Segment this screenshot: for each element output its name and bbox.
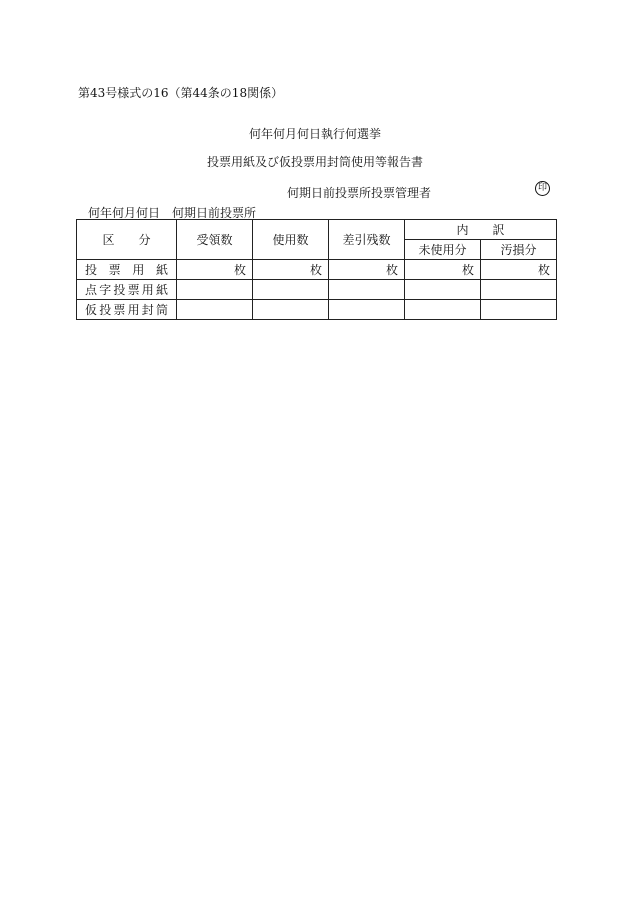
form-number: 第43号様式の16（第44条の18関係） xyxy=(78,86,284,100)
row-label: 仮投票用封筒 xyxy=(77,300,177,320)
cell-used xyxy=(253,300,329,320)
cell-received xyxy=(177,300,253,320)
cell-unused xyxy=(405,280,481,300)
header-category: 区 分 xyxy=(77,220,177,260)
usage-report-table xyxy=(76,219,557,320)
row-label: 点字投票用紙 xyxy=(77,280,177,300)
cell-used xyxy=(253,280,329,300)
manager-label: 何期日前投票所投票管理者 xyxy=(287,186,432,200)
row-label: 投票用紙 xyxy=(77,260,177,280)
cell-damaged xyxy=(481,300,557,320)
cell-unused: 枚 xyxy=(405,260,481,280)
header-received: 受領数 xyxy=(177,220,253,260)
seal-mark: 印 xyxy=(535,181,550,196)
header-unused: 未使用分 xyxy=(405,240,481,260)
header-damaged: 汚損分 xyxy=(481,240,557,260)
cell-damaged xyxy=(481,280,557,300)
table-row xyxy=(77,300,557,320)
cell-remaining xyxy=(329,300,405,320)
header-used: 使用数 xyxy=(253,220,329,260)
election-title: 何年何月何日執行何選挙 xyxy=(248,127,381,141)
header-breakdown: 内 訳 xyxy=(405,220,557,240)
cell-received: 枚 xyxy=(177,260,253,280)
date-label: 何年何月何日 xyxy=(88,206,161,220)
table-row xyxy=(77,260,557,280)
cell-received xyxy=(177,280,253,300)
cell-remaining xyxy=(329,280,405,300)
header-remaining: 差引残数 xyxy=(329,220,405,260)
cell-damaged: 枚 xyxy=(481,260,557,280)
table-row xyxy=(77,280,557,300)
place-label: 何期日前投票所 xyxy=(172,206,257,220)
cell-remaining: 枚 xyxy=(329,260,405,280)
report-title: 投票用紙及び仮投票用封筒使用等報告書 xyxy=(206,155,423,169)
cell-unused xyxy=(405,300,481,320)
cell-used: 枚 xyxy=(253,260,329,280)
